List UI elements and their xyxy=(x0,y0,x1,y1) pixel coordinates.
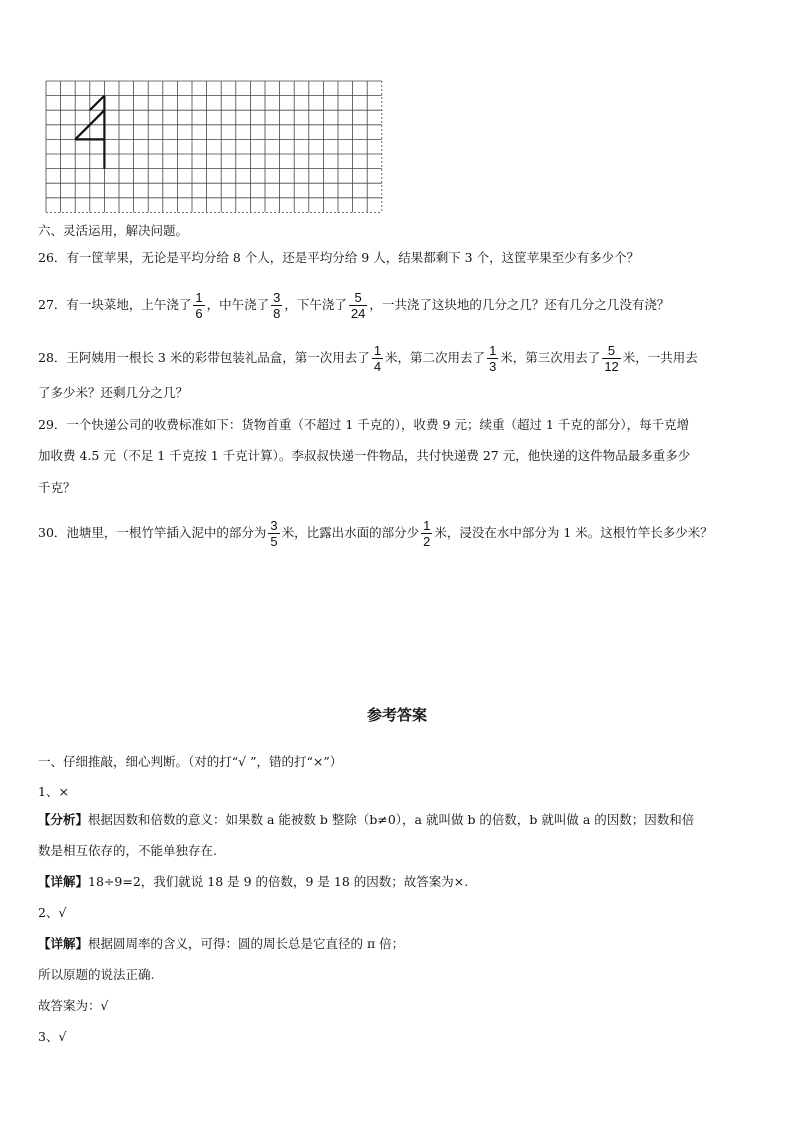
question-28-line2: 了多少米？还剩几分之几？ xyxy=(38,385,189,400)
question-29-line2: 加收费 4.5 元（不足 1 千克按 1 千克计算）。李叔叔快递一件物品，共付快递费 27 元，他快递的这件物品最多重多少 xyxy=(38,448,691,463)
answer-3-number: 3、√ xyxy=(38,1029,67,1044)
question-29-line3: 千克？ xyxy=(38,480,76,495)
section6-heading: 六、灵活运用，解决问题。 xyxy=(38,223,189,238)
figure-segment xyxy=(90,96,105,111)
answer-1-detail: 【详解】18÷9=2，我们就说 18 是 9 的倍数，9 是 18 的因数；故答案为×. xyxy=(38,874,469,889)
answer-1-number: 1、× xyxy=(38,784,69,799)
answers-title: 参考答案 xyxy=(366,706,427,724)
fraction: $\frac{5}{24}$ xyxy=(350,290,366,321)
answer-2-line2: 所以原题的说法正确. xyxy=(38,967,155,982)
fraction: $\frac{1}{6}$ xyxy=(195,290,203,321)
fraction: $\frac{3}{8}$ xyxy=(273,290,281,321)
answer-2-detail: 【详解】根据圆周率的含义，可得：圆的周长总是它直径的 π 倍； xyxy=(38,936,405,951)
question-29-line1: 29．一个快递公司的收费标准如下：货物首重（不超过 1 千克的），收费 9 元；续重（超过 1 千克的部分），每千克增 xyxy=(38,417,690,432)
answer-1-analysis-line2: 数是相互依存的，不能单独存在. xyxy=(38,843,217,858)
question-30: 30．池塘里，一根竹竿插入泥中的部分为 $\frac{3}{5}$ 米，比露出水面的部分少 $\frac{1}{2}$ 米，浸没在水中部分为 1 米。这根竹竿长多少米？ xyxy=(38,518,713,549)
answer-2-number: 2、√ xyxy=(38,905,67,920)
question-28: 28．王阿姨用一根长 3 米的彩带包装礼品盒，第一次用去了 $\frac{1}{4}$ 米，第二次用去了 $\frac{1}{3}$ 米，第三次用去了 $\frac{5}{12}$ 米，一共用去 xyxy=(38,343,698,374)
answer-1-analysis: 【分析】根据因数和倍数的意义：如果数 a 能被数 b 整除（b≠0），a 就叫做 b 的倍数，b 就叫做 a 的因数；因数和倍 xyxy=(38,812,695,827)
fraction: $\frac{1}{4}$ xyxy=(373,343,382,374)
answers-section1-heading: 一、仔细推敲，细心判断。（对的打“√ ”，错的打“×”） xyxy=(38,754,343,769)
fraction: $\frac{3}{5}$ xyxy=(270,518,278,549)
fraction: $\frac{1}{3}$ xyxy=(489,343,497,374)
fraction: $\frac{5}{12}$ xyxy=(604,343,619,374)
answer-2-line3: 故答案为：√ xyxy=(38,998,109,1013)
grid-drawing xyxy=(45,80,385,216)
question-26: 26．有一筐苹果，无论是平均分给 8 个人，还是平均分给 9 人，结果都剩下 3 个，这筐苹果至少有多少个？ xyxy=(38,250,640,265)
question-27: 27．有一块菜地，上午浇了 $\frac{1}{6}$ ，中午浇了 $\frac{3}{8}$ ，下午浇了 $\frac{5}{24}$ ，一共浇了这块地的几分之几？还有几分之几没有浇？ xyxy=(38,290,670,321)
fraction: $\frac{1}{2}$ xyxy=(423,518,431,549)
square-grid-figure xyxy=(45,80,385,220)
